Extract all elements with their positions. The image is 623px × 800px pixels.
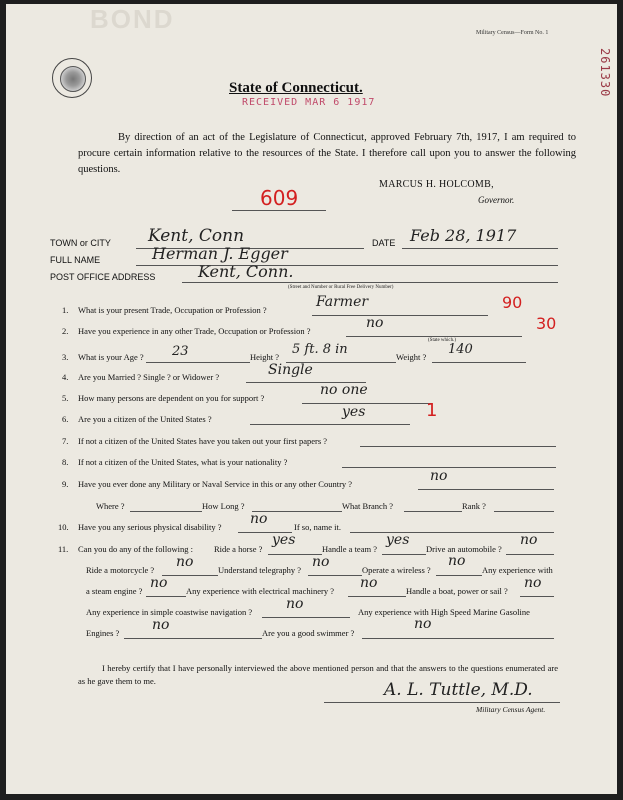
question-1-text: What is your present Trade, Occupation or Profession ? bbox=[78, 305, 267, 315]
answer-boat[interactable]: no bbox=[524, 575, 542, 591]
if-so-label: If so, name it. bbox=[294, 522, 341, 532]
town-value[interactable]: Kent, Conn bbox=[148, 226, 245, 246]
question-number: 2. bbox=[62, 326, 69, 336]
marine-label: Any experience with High Speed Marine Gasoline bbox=[358, 607, 530, 617]
ride-moto-label: Ride a motorcycle ? bbox=[86, 565, 155, 575]
where-label: Where ? bbox=[96, 501, 125, 511]
answer-drive-auto[interactable]: no bbox=[520, 532, 538, 548]
question-8-text: If not a citizen of the United States, what is your nationality ? bbox=[78, 457, 288, 467]
answer-citizen[interactable]: yes bbox=[342, 404, 366, 420]
question-number: 1. bbox=[62, 305, 69, 315]
branch-label: What Branch ? bbox=[342, 501, 393, 511]
intro-paragraph: By direction of an act of the Legislature of Connecticut, approved February 7th, 1917, I am required to procure certain information relative to the resources of the State. I therefore call upon you to answer the following questions. bbox=[78, 132, 576, 175]
weight-label: Weight ? bbox=[396, 352, 427, 362]
answer-military[interactable]: no bbox=[430, 468, 448, 484]
code-other-trade: 30 bbox=[536, 314, 557, 333]
question-5-text: How many persons are dependent on you for support ? bbox=[78, 393, 265, 403]
question-number: 8. bbox=[62, 457, 69, 467]
serial-number: 261330 bbox=[598, 48, 612, 98]
answer-engines[interactable]: no bbox=[152, 617, 170, 633]
name-label: FULL NAME bbox=[50, 255, 101, 265]
boat-label: Handle a boat, power or sail ? bbox=[406, 586, 508, 596]
address-note: (Street and Number or Rural Free Delivery Number) bbox=[288, 285, 394, 290]
answer-ride-horse[interactable]: yes bbox=[272, 532, 296, 548]
watermark: BOND bbox=[90, 4, 175, 34]
date-label: DATE bbox=[372, 238, 396, 248]
date-value[interactable]: Feb 28, 1917 bbox=[410, 226, 517, 245]
question-number: 3. bbox=[62, 352, 69, 362]
ride-horse-label: Ride a horse ? bbox=[214, 544, 263, 554]
answer-ride-moto[interactable]: no bbox=[176, 554, 194, 570]
page-title: State of Connecticut. bbox=[229, 80, 363, 96]
governor-name: MARCUS H. HOLCOMB, bbox=[379, 179, 494, 190]
how-long-label: How Long ? bbox=[202, 501, 245, 511]
swimmer-label: Are you a good swimmer ? bbox=[262, 628, 355, 638]
drive-auto-label: Drive an automobile ? bbox=[426, 544, 502, 554]
answer-height[interactable]: 5 ft. 8 in bbox=[292, 342, 348, 357]
census-form-page bbox=[6, 4, 617, 794]
answer-occupation[interactable]: Farmer bbox=[316, 294, 369, 310]
question-6-text: Are you a citizen of the United States ? bbox=[78, 414, 212, 424]
question-number: 4. bbox=[62, 372, 69, 382]
height-label: Height ? bbox=[250, 352, 280, 362]
state-seal-icon bbox=[52, 58, 92, 98]
telegraphy-label: Understand telegraphy ? bbox=[218, 565, 302, 575]
handle-team-label: Handle a team ? bbox=[322, 544, 377, 554]
code-occupation: 90 bbox=[502, 293, 523, 312]
rank-label: Rank ? bbox=[462, 501, 486, 511]
question-number: 9. bbox=[62, 479, 69, 489]
answer-disability[interactable]: no bbox=[250, 511, 268, 527]
answer-telegraphy[interactable]: no bbox=[312, 554, 330, 570]
governor-title: Governor. bbox=[478, 195, 515, 205]
question-number: 10. bbox=[58, 522, 69, 532]
experience-with-label: Any experience with bbox=[482, 565, 553, 575]
code-citizen: 1 bbox=[426, 400, 438, 421]
answer-electrical[interactable]: no bbox=[360, 575, 378, 591]
wireless-label: Operate a wireless ? bbox=[362, 565, 431, 575]
engines-label: Engines ? bbox=[86, 628, 120, 638]
address-label: POST OFFICE ADDRESS bbox=[50, 272, 156, 282]
town-label: TOWN or CITY bbox=[50, 238, 111, 248]
answer-age[interactable]: 23 bbox=[172, 344, 189, 359]
form-number: Military Census—Form No. 1 bbox=[476, 30, 549, 36]
answer-swimmer[interactable]: no bbox=[414, 616, 432, 632]
name-value[interactable]: Herman J. Egger bbox=[152, 244, 288, 263]
certification-text: I hereby certify that I have personally interviewed the above mentioned person and that the answers to the questions enumerated are as he gave them to me. bbox=[78, 663, 558, 686]
answer-dependents[interactable]: no one bbox=[320, 382, 368, 398]
question-10-text: Have you any serious physical disability ? bbox=[78, 522, 222, 532]
question-number: 5. bbox=[62, 393, 69, 403]
agent-title: Military Census Agent. bbox=[476, 705, 546, 714]
question-7-text: If not a citizen of the United States have you taken out your first papers ? bbox=[78, 436, 328, 446]
answer-handle-team[interactable]: yes bbox=[386, 532, 410, 548]
question-4-text: Are you Married ? Single ? or Widower ? bbox=[78, 372, 220, 382]
address-value[interactable]: Kent, Conn. bbox=[198, 262, 294, 281]
coastwise-label: Any experience in simple coastwise navigation ? bbox=[86, 607, 253, 617]
question-number: 6. bbox=[62, 414, 69, 424]
question-11-text: Can you do any of the following : bbox=[78, 544, 193, 554]
record-number: 609 bbox=[260, 186, 299, 210]
steam-label: a steam engine ? bbox=[86, 586, 143, 596]
question-number: 7. bbox=[62, 436, 69, 446]
electrical-label: Any experience with electrical machinery ? bbox=[186, 586, 334, 596]
question-number: 11. bbox=[58, 544, 69, 554]
answer-coastwise[interactable]: no bbox=[286, 596, 304, 612]
answer-other-trade[interactable]: no bbox=[366, 315, 384, 331]
question-9-text: Have you ever done any Military or Naval Service in this or any other Country ? bbox=[78, 479, 353, 489]
state-which-note: (State which.) bbox=[428, 338, 457, 343]
answer-marital[interactable]: Single bbox=[268, 362, 313, 378]
received-stamp: RECEIVED MAR 6 1917 bbox=[242, 97, 376, 108]
answer-steam[interactable]: no bbox=[150, 575, 168, 591]
question-3-text: What is your Age ? bbox=[78, 352, 144, 362]
answer-wireless[interactable]: no bbox=[448, 553, 466, 569]
agent-signature: A. L. Tuttle, M.D. bbox=[384, 680, 533, 700]
question-2-text: Have you experience in any other Trade, Occupation or Profession ? bbox=[78, 326, 311, 336]
answer-weight[interactable]: 140 bbox=[448, 342, 473, 357]
